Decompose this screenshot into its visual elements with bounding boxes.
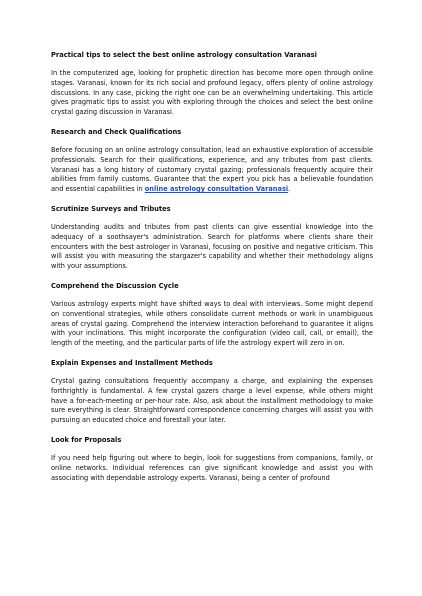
section-paragraph-research <box>51 146 373 195</box>
consultation-link[interactable]: online astrology consultation Varanasi <box>144 185 289 194</box>
document-title: Practical tips to select the best online astrology consultation Varanasi <box>51 51 317 59</box>
document-page <box>51 51 373 483</box>
section-heading-research: Research and Check Qualifications <box>51 127 182 136</box>
section-paragraph-surveys: Understanding audits and tributes from past clients can give essential knowledge into the adequacy of a soothsayer's administration. Search for platforms where clients share their encounters with the best astrologer in Varanasi, focusing on positive and negative criticism. This will assist you with measuring the stargazer's capability and whether their methodology aligns with your assumptions. <box>51 222 373 271</box>
section-body-text: Before focusing on an online astrology consultation, lead an exhaustive exploration of accessible professionals. Search for their qualifications, experience, and any tributes from past clients. Varanasi has a long history of customary crystal gazing; professionals frequently acquire their abilities from family customs. Guarantee that the expert you pick has a believable foundation and essential capabilities in <box>51 145 373 194</box>
section-heading-expenses: Explain Expenses and Installment Methods <box>51 358 213 367</box>
section-heading-surveys: Scrutinize Surveys and Tributes <box>51 204 171 213</box>
link-trailing-text: . <box>288 185 291 194</box>
section-paragraph-discussion-cycle: Various astrology experts might have shifted ways to deal with interviews. Some might depend on conventional strategies, while others consolidate current methods or work in unambiguous areas of crystal gazing. Comprehend the interview interaction beforehand to guarantee it aligns with your inclinations. This might incorporate the configuration (video call, call, or email), the length of the meeting, and the particular parts of life the astrology expert will zero in on. <box>51 299 373 348</box>
section-heading-discussion-cycle: Comprehend the Discussion Cycle <box>51 281 179 290</box>
intro-paragraph: In the computerized age, looking for prophetic direction has become more open through online stages. Varanasi, known for its rich social and profound legacy, offers plenty of online astrology discussions. In any case, picking the right one can be an overwhelming undertaking. This article gives pragmatic tips to assist you with exploring through the choices and select the best online crystal gazing discussion in Varanasi. <box>51 69 373 117</box>
section-paragraph-proposals: If you need help figuring out where to begin, look for suggestions from companions, family, or online networks. Individual references can give significant knowledge and assist you with associating with dependable astrology experts. Varanasi, being a center of profound <box>51 453 373 482</box>
section-paragraph-expenses: Crystal gazing consultations frequently accompany a charge, and explaining the expenses forthrightly is fundamental. A few crystal gazers charge a level expense, while others might have a for-each-meeting or per-hour rate. Also, ask about the installment methodology to make sure everything is clear. Straightforward correspondence concerning charges will assist you with pursuing an educated choice and forestall your later. <box>51 376 373 425</box>
section-heading-proposals: Look for Proposals <box>51 435 122 444</box>
